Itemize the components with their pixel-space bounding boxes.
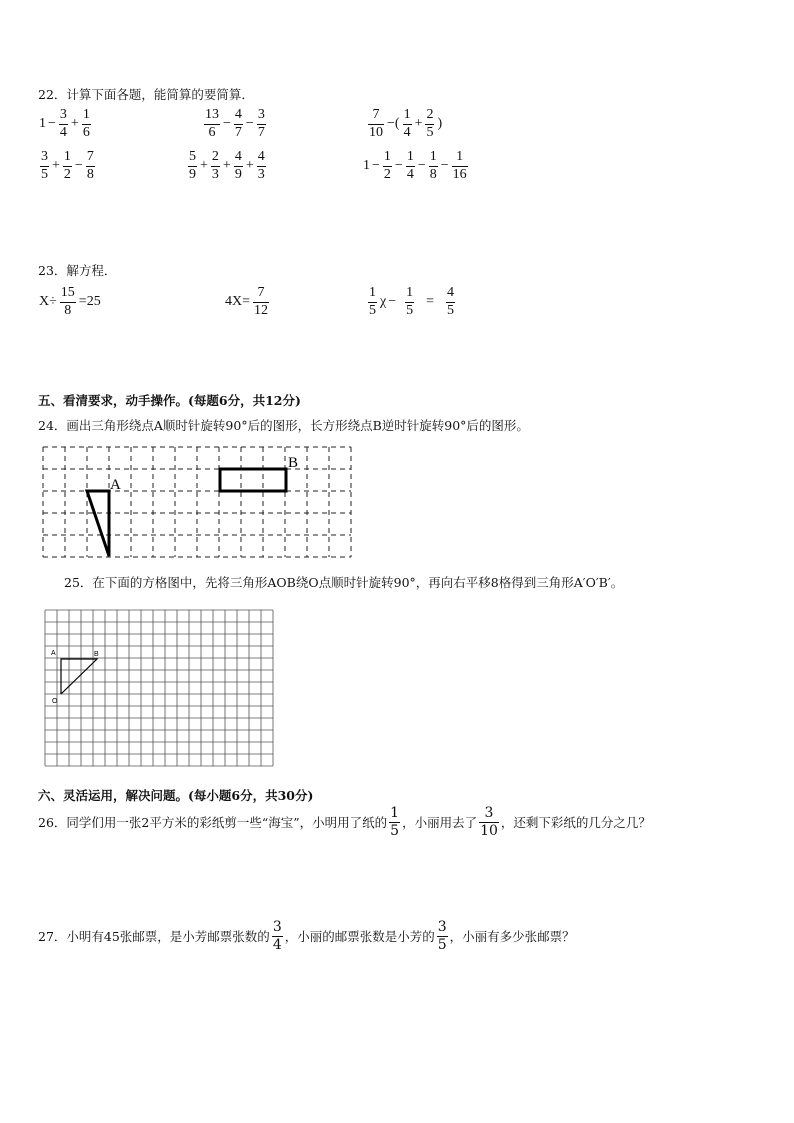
q23-title: 23．解方程． (38, 263, 117, 278)
q25-label-a: A (51, 650, 56, 657)
q24-text: 24．画出三角形绕点A顺时针旋转90°后的图形，长方形绕点B逆时针旋转90°后的图形。 (38, 418, 529, 433)
q22-expr-6: 1 − $\frac{1}{2}$ − $\frac{1}{4}$ − $\frac{1}{8}$ − $\frac{1}{16}$ (363, 149, 467, 182)
q23-equation-3: $\frac{1}{5}$ χ − $\frac{1}{5}$ = $\frac{4}{5}$ (369, 285, 455, 318)
q22-expr-3: $\frac{7}{10}$ −( $\frac{1}{4}$ + $\frac{2}{5}$ ) (369, 107, 443, 140)
q22-title: 22．计算下面各题，能简算的要简算． (38, 87, 254, 102)
q26-text: 26．同学们用一张2平方米的彩纸剪一些“海宝”，小明用了纸的 $\frac{1}{5}$ ，小丽用去了 $\frac{3}{10}$ ，还剩下彩纸的几分之几？ (38, 805, 651, 839)
q24-triangle (87, 491, 109, 556)
q24-rectangle (220, 469, 286, 491)
q25-triangle (61, 659, 97, 694)
q22-expr-5: $\frac{5}{9}$ + $\frac{2}{3}$ + $\frac{4}{9}$ + $\frac{4}{3}$ (189, 149, 265, 182)
q25-label-b: B (94, 651, 99, 658)
q22-expr-2: $\frac{13}{6}$ − $\frac{4}{7}$ − $\frac{3}{7}$ (205, 107, 265, 140)
q23-equation-1: X÷ $\frac{15}{8}$ =25 (39, 285, 101, 318)
section-5-heading: 五、看清要求，动手操作。(每题6分，共12分) (38, 393, 301, 408)
q27-text: 27．小明有45张邮票，是小芳邮票张数的 $\frac{3}{4}$ ，小丽的邮票张数是小芳的 $\frac{3}{5}$ ，小丽有多少张邮票？ (38, 919, 575, 953)
q25-square-grid (45, 610, 273, 766)
q23-equation-2: 4X= $\frac{7}{12}$ (225, 285, 269, 318)
q25-text: 25．在下面的方格图中，先将三角形AOB绕O点顺时针旋转90°，再向右平移8格得到三角形A′O′B′。 (64, 575, 624, 590)
q25-label-o: O (52, 698, 58, 705)
q24-dashed-grid (43, 447, 351, 557)
q22-expr-1: 1 − $\frac{3}{4}$ + $\frac{1}{6}$ (39, 107, 90, 140)
q24-label-b: B (288, 455, 299, 471)
q22-expr-4: $\frac{3}{5}$ + $\frac{1}{2}$ − $\frac{7}{8}$ (41, 149, 94, 182)
section-6-heading: 六、灵活运用，解决问题。(每小题6分，共30分) (38, 788, 314, 803)
q24-label-a: A (110, 477, 121, 493)
